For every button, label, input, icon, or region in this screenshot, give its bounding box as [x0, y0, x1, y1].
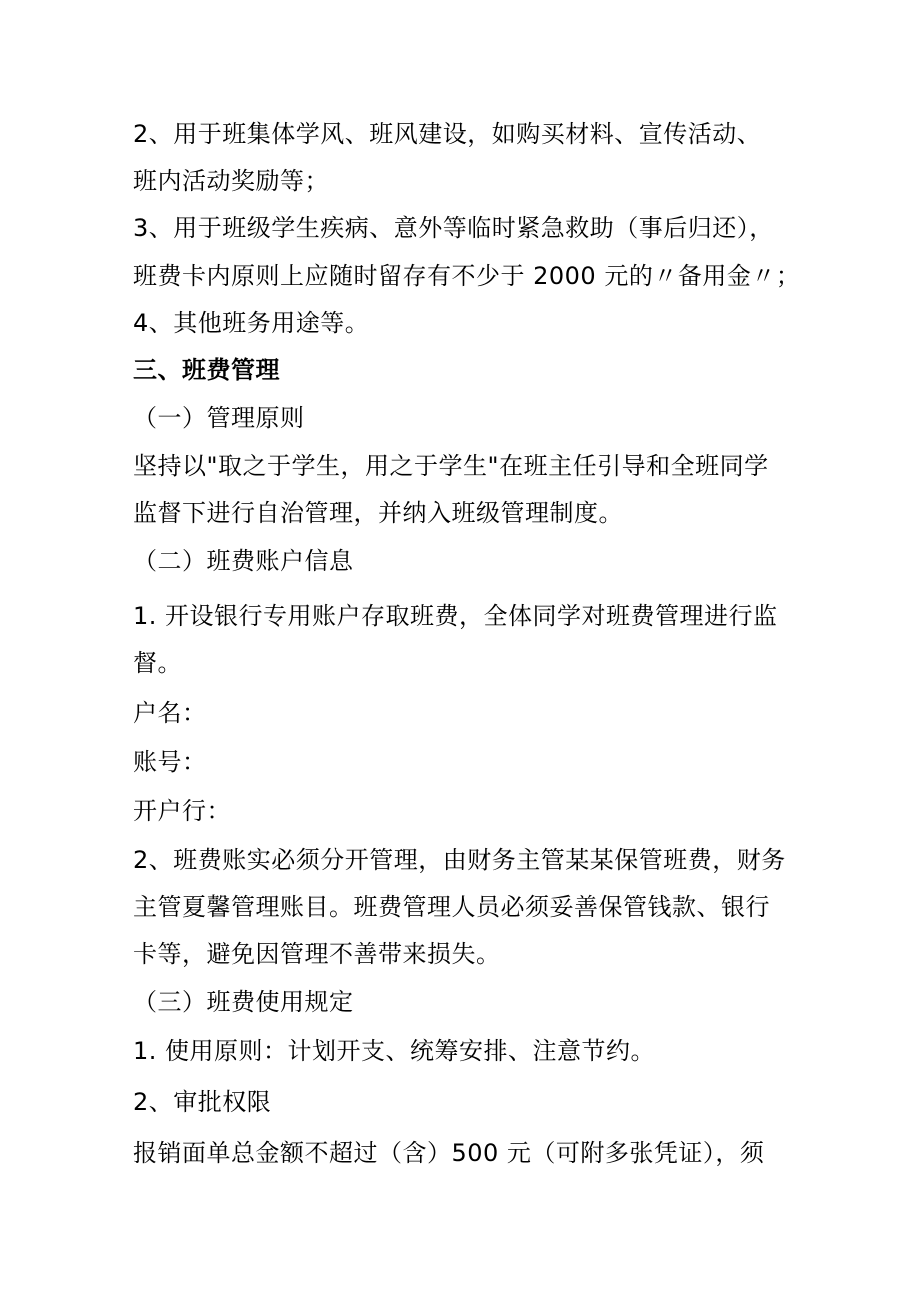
paragraph-line: 2、用于班集体学风、班风建设，如购买材料、宣传活动、 — [133, 120, 762, 148]
bank-label: 开户行： — [133, 797, 231, 825]
subsection-heading: （二）班费账户信息 — [133, 547, 354, 575]
subsection-heading: （三）班费使用规定 — [133, 988, 354, 1016]
paragraph-line: 3、用于班级学生疾病、意外等临时紧急救助（事后归还）， — [133, 214, 774, 242]
paragraph-line: 班费卡内原则上应随时留存有不少于 2000 元的〃备用金〃； — [133, 262, 801, 290]
paragraph-line: 班内活动奖励等； — [133, 167, 329, 195]
paragraph-line: 主管夏馨管理账目。班费管理人员必须妥善保管钱款、银行 — [133, 893, 770, 921]
paragraph-line: 督。 — [133, 649, 182, 677]
subsection-heading: （一）管理原则 — [133, 404, 305, 432]
paragraph-line: 卡等，避免因管理不善带来损失。 — [133, 940, 501, 968]
paragraph-line: 2、审批权限 — [133, 1088, 272, 1116]
paragraph-line: 坚持以"取之于学生，用之于学生"在班主任引导和全班同学 — [133, 452, 769, 480]
section-heading: 三、班费管理 — [133, 356, 280, 384]
paragraph-line: 监督下进行自治管理，并纳入班级管理制度。 — [133, 499, 623, 527]
paragraph-line: 报销面单总金额不超过（含）500 元（可附多张凭证），须 — [133, 1139, 765, 1167]
paragraph-line: 1. 使用原则：计划开支、统筹安排、注意节约。 — [133, 1037, 656, 1065]
account-number-label: 账号： — [133, 748, 207, 776]
account-name-label: 户名： — [133, 699, 207, 727]
paragraph-line: 2、班费账实必须分开管理，由财务主管某某保管班费，财务 — [133, 846, 786, 874]
paragraph-line: 1. 开设银行专用账户存取班费，全体同学对班费管理进行监 — [133, 602, 778, 630]
paragraph-line: 4、其他班务用途等。 — [133, 309, 370, 337]
